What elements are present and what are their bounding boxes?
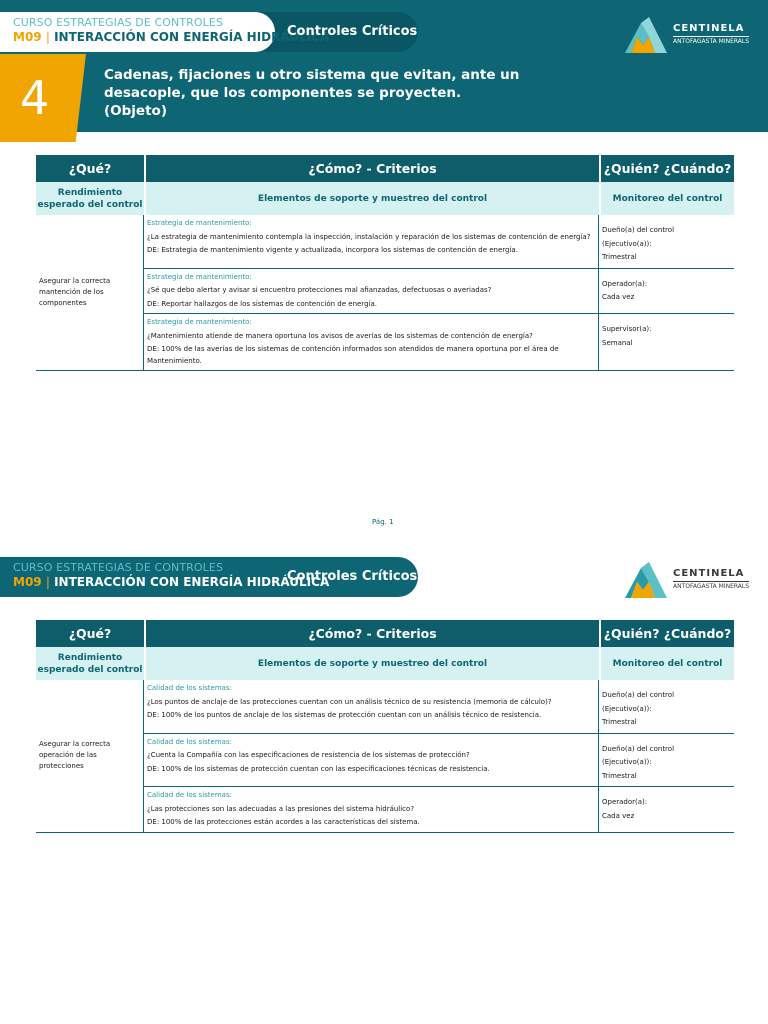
criteria-table: [36, 155, 734, 371]
table-row: [144, 269, 734, 315]
module-separator: |: [45, 575, 50, 589]
subheader-que: Rendimiento esperado del control: [36, 647, 144, 680]
table-row: [144, 215, 734, 269]
criteria-category: Calidad de los sistemas:: [147, 737, 232, 746]
monitoring-role-detail: (Ejecutivo(a)):: [602, 758, 652, 766]
criteria-question: ¿La estrategia de mantenimiento contempla la inspección, instalación y reparación de los sistemas de contención de energía?: [147, 232, 591, 241]
criteria-de: DE: 100% de las averías de los sistemas de contención informados son atendidos de manera oportuna por el área de Mantenimiento.: [147, 345, 559, 365]
logo-name: CENTINELA: [673, 23, 745, 34]
table-row: [144, 314, 734, 370]
header-como: ¿Cómo? - Criterios: [146, 155, 599, 182]
monitoring-role: Operador(a):: [602, 279, 648, 288]
logo-name: CENTINELA: [673, 568, 745, 579]
header-quien: ¿Quién? ¿Cuándo?: [601, 620, 734, 647]
module-separator: |: [45, 30, 50, 44]
logo-subtitle: ANTOFAGASTA MINERALS: [673, 38, 750, 45]
table-header: [36, 155, 734, 182]
module-code: M09: [13, 575, 42, 589]
subheader-como: Elementos de soporte y muestreo del control: [146, 647, 599, 680]
table-subheader: [36, 182, 734, 215]
criteria-cell: [144, 314, 599, 370]
expected-performance: Asegurar la correcta operación de las protecciones: [36, 680, 144, 832]
module-line: [13, 30, 329, 44]
monitoring-cell: [599, 269, 734, 314]
monitoring-cell: [599, 787, 734, 832]
header-que: ¿Qué?: [36, 155, 144, 182]
expected-performance: Asegurar la correcta mantención de los componentes: [36, 215, 144, 370]
criteria-category: Calidad de los sistemas:: [147, 791, 232, 799]
centinela-logo: [625, 560, 750, 600]
monitoring-cell: [599, 215, 734, 268]
section-tag: Controles Críticos: [287, 24, 418, 39]
subheader-quien: Monitoreo del control: [601, 182, 734, 215]
control-title: Cadenas, fijaciones u otro sistema que evitan, ante un desacople, que los componentes se proyecten. (Objeto): [104, 67, 520, 119]
criteria-rows: [144, 680, 734, 832]
criteria-category: Estrategia de mantenimiento:: [147, 318, 252, 326]
table-row: [144, 734, 734, 788]
module-code: M09: [13, 30, 42, 44]
subheader-quien: Monitoreo del control: [601, 647, 734, 680]
monitoring-role-detail: (Ejecutivo(a)):: [602, 239, 652, 248]
criteria-cell: [144, 680, 599, 733]
monitoring-cell: [599, 680, 734, 733]
course-title: CURSO ESTRATEGIAS DE CONTROLES: [13, 16, 224, 29]
table-subheader: [36, 647, 734, 680]
table-body: [36, 680, 734, 833]
criteria-de: DE: Reportar hallazgos de los sistemas de contención de energía.: [147, 299, 377, 308]
subheader-como: Elementos de soporte y muestreo del control: [146, 182, 599, 215]
monitoring-frequency: Trimestral: [602, 771, 637, 780]
criteria-question: ¿Sé que debo alertar y avisar si encuentro protecciones mal afianzadas, defectuosas o averiadas?: [147, 286, 492, 294]
monitoring-role: Dueño(a) del control: [602, 226, 675, 234]
course-title: CURSO ESTRATEGIAS DE CONTROLES: [13, 561, 224, 574]
criteria-de: DE: 100% de los puntos de anclaje de los sistemas de protección cuentan con un análisis técnico de resistencia.: [147, 711, 542, 719]
criteria-cell: [144, 734, 599, 787]
subheader-que: Rendimiento esperado del control: [36, 182, 144, 215]
monitoring-role: Dueño(a) del control: [602, 744, 675, 753]
monitoring-frequency: Trimestral: [602, 253, 637, 261]
monitoring-frequency: Cada vez: [602, 811, 635, 820]
section-tag: Controles Críticos: [287, 569, 418, 584]
criteria-question: ¿Cuenta la Compañía con las especificaciones de resistencia de los sistemas de protección?: [147, 751, 470, 759]
module-name: INTERACCIÓN CON ENERGÍA HIDRÁULICA: [54, 30, 330, 44]
mountain-logo-icon: [625, 15, 671, 55]
criteria-question: ¿Los puntos de anclaje de las protecciones cuentan con un análisis técnico de su resistencia (memoria de cálculo)?: [147, 697, 552, 706]
page-2: [0, 545, 768, 1024]
criteria-category: Estrategia de mantenimiento:: [147, 219, 252, 227]
centinela-logo: [625, 15, 750, 55]
monitoring-cell: [599, 314, 734, 370]
module-name: INTERACCIÓN CON ENERGÍA HIDRÁULICA: [54, 575, 330, 589]
criteria-de: DE: Estrategia de mantenimiento vigente y actualizada, incorpora los sistemas de contención de energía.: [147, 246, 518, 254]
mountain-logo-icon: [625, 560, 671, 600]
criteria-cell: [144, 787, 599, 832]
criteria-de: DE: 100% de las protecciones están acordes a las características del sistema.: [147, 818, 420, 826]
table-header: [36, 620, 734, 647]
criteria-question: ¿Las protecciones son las adecuadas a las presiones del sistema hidráulico?: [147, 804, 415, 813]
criteria-rows: [144, 215, 734, 370]
module-line: [13, 575, 329, 589]
criteria-cell: [144, 215, 599, 268]
logo-subtitle: ANTOFAGASTA MINERALS: [673, 583, 750, 590]
header-que: ¿Qué?: [36, 620, 144, 647]
header-como: ¿Cómo? - Criterios: [146, 620, 599, 647]
table-body: [36, 215, 734, 371]
criteria-question: ¿Mantenimiento atiende de manera oportuna los avisos de averías de los sistemas de contención de energía?: [147, 331, 533, 340]
criteria-de: DE: 100% de los sistemas de protección cuentan con las especificaciones técnicas de resistencia.: [147, 764, 490, 773]
monitoring-role: Supervisor(a):: [602, 325, 652, 333]
table-row: [144, 787, 734, 832]
criteria-category: Estrategia de mantenimiento:: [147, 272, 252, 281]
monitoring-frequency: Cada vez: [602, 293, 635, 301]
table-row: [144, 680, 734, 734]
monitoring-role: Operador(a):: [602, 798, 648, 806]
control-number: 4: [20, 71, 50, 125]
monitoring-role: Dueño(a) del control: [602, 691, 675, 699]
monitoring-role-detail: (Ejecutivo(a)):: [602, 704, 652, 713]
monitoring-cell: [599, 734, 734, 787]
criteria-table: [36, 620, 734, 833]
header-quien: ¿Quién? ¿Cuándo?: [601, 155, 734, 182]
monitoring-frequency: Trimestral: [602, 718, 637, 726]
criteria-category: Calidad de los sistemas:: [147, 684, 232, 692]
monitoring-frequency: Semanal: [602, 338, 633, 347]
criteria-cell: [144, 269, 599, 314]
page-number: Pág. 1: [372, 518, 394, 526]
